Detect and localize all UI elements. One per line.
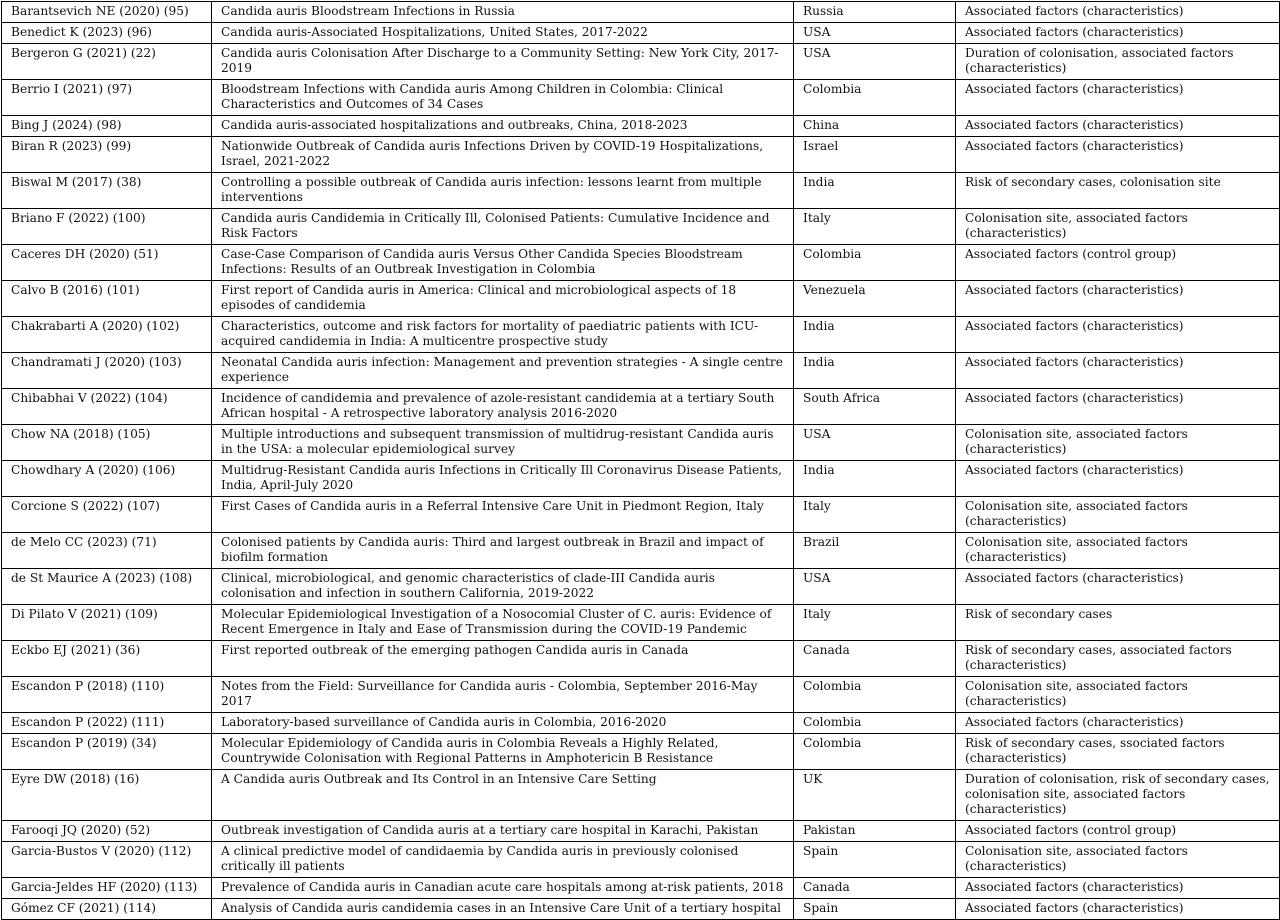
title-cell: Clinical, microbiological, and genomic characteristics of clade-III Candida auris colonisation and infection in southern California, 2019-2022 — [212, 569, 794, 605]
title-cell: Candida auris Bloodstream Infections in Russia — [212, 2, 794, 23]
study-cell: Escandon P (2022) (111) — [2, 713, 212, 734]
factors-cell: Colonisation site, associated factors (characteristics) — [956, 533, 1280, 569]
title-cell: Colonised patients by Candida auris: Third and largest outbreak in Brazil and impact of biofilm formation — [212, 533, 794, 569]
table-row — [2, 461, 1280, 497]
factors-cell: Colonisation site, associated factors (characteristics) — [956, 842, 1280, 878]
country-cell: South Africa — [794, 389, 956, 425]
table-row — [2, 677, 1280, 713]
factors-cell: Associated factors (control group) — [956, 821, 1280, 842]
table-row — [2, 425, 1280, 461]
study-cell: Eyre DW (2018) (16) — [2, 770, 212, 821]
country-cell: Spain — [794, 899, 956, 920]
factors-cell: Associated factors (characteristics) — [956, 80, 1280, 116]
table-row — [2, 605, 1280, 641]
study-cell: Chowdhary A (2020) (106) — [2, 461, 212, 497]
country-cell: India — [794, 353, 956, 389]
country-cell: UK — [794, 770, 956, 821]
table-row — [2, 569, 1280, 605]
factors-cell: Risk of secondary cases, colonisation site — [956, 173, 1280, 209]
country-cell: Russia — [794, 2, 956, 23]
study-cell: Chibabhai V (2022) (104) — [2, 389, 212, 425]
table-row — [2, 821, 1280, 842]
country-cell: Italy — [794, 605, 956, 641]
factors-cell: Associated factors (characteristics) — [956, 137, 1280, 173]
title-cell: Prevalence of Candida auris in Canadian acute care hospitals among at-risk patients, 2018 — [212, 878, 794, 899]
factors-cell: Associated factors (control group) — [956, 245, 1280, 281]
study-cell: Eckbo EJ (2021) (36) — [2, 641, 212, 677]
study-cell: Briano F (2022) (100) — [2, 209, 212, 245]
factors-cell: Associated factors (characteristics) — [956, 878, 1280, 899]
table-row — [2, 44, 1280, 80]
factors-cell: Associated factors (characteristics) — [956, 569, 1280, 605]
factors-cell: Risk of secondary cases, associated factors (characteristics) — [956, 641, 1280, 677]
title-cell: Controlling a possible outbreak of Candida auris infection: lessons learnt from multiple interventions — [212, 173, 794, 209]
country-cell: Colombia — [794, 677, 956, 713]
title-cell: Incidence of candidemia and prevalence of azole-resistant candidemia at a tertiary South African hospital - A retrospective laboratory analysis 2016-2020 — [212, 389, 794, 425]
table-row — [2, 842, 1280, 878]
title-cell: Laboratory-based surveillance of Candida auris in Colombia, 2016-2020 — [212, 713, 794, 734]
study-cell: Di Pilato V (2021) (109) — [2, 605, 212, 641]
factors-cell: Associated factors (characteristics) — [956, 461, 1280, 497]
factors-cell: Associated factors (characteristics) — [956, 317, 1280, 353]
title-cell: Nationwide Outbreak of Candida auris Infections Driven by COVID-19 Hospitalizations, Israel, 2021-2022 — [212, 137, 794, 173]
factors-cell: Associated factors (characteristics) — [956, 713, 1280, 734]
title-cell: A clinical predictive model of candidaemia by Candida auris in previously colonised critically ill patients — [212, 842, 794, 878]
table-row — [2, 353, 1280, 389]
country-cell: USA — [794, 569, 956, 605]
country-cell: Israel — [794, 137, 956, 173]
title-cell: Candida auris Colonisation After Discharge to a Community Setting: New York City, 2017-2019 — [212, 44, 794, 80]
table-row — [2, 734, 1280, 770]
title-cell: Case-Case Comparison of Candida auris Versus Other Candida Species Bloodstream Infections: Results of an Outbreak Investigation in Colombia — [212, 245, 794, 281]
title-cell: Analysis of Candida auris candidemia cases in an Intensive Care Unit of a tertiary hospital — [212, 899, 794, 920]
factors-cell: Colonisation site, associated factors (characteristics) — [956, 425, 1280, 461]
title-cell: Multidrug-Resistant Candida auris Infections in Critically Ill Coronavirus Disease Patients, India, April-July 2020 — [212, 461, 794, 497]
title-cell: First Cases of Candida auris in a Referral Intensive Care Unit in Piedmont Region, Italy — [212, 497, 794, 533]
country-cell: USA — [794, 44, 956, 80]
table-row — [2, 317, 1280, 353]
table-row — [2, 116, 1280, 137]
country-cell: Brazil — [794, 533, 956, 569]
table-row — [2, 23, 1280, 44]
factors-cell: Duration of colonisation, risk of secondary cases, colonisation site, associated factors (characteristics) — [956, 770, 1280, 821]
table-row — [2, 80, 1280, 116]
study-cell: Biran R (2023) (99) — [2, 137, 212, 173]
factors-cell: Associated factors (characteristics) — [956, 389, 1280, 425]
factors-cell: Colonisation site, associated factors (characteristics) — [956, 677, 1280, 713]
study-cell: Biswal M (2017) (38) — [2, 173, 212, 209]
title-cell: First reported outbreak of the emerging pathogen Candida auris in Canada — [212, 641, 794, 677]
country-cell: India — [794, 173, 956, 209]
study-cell: Garcia-Bustos V (2020) (112) — [2, 842, 212, 878]
study-cell: Bergeron G (2021) (22) — [2, 44, 212, 80]
title-cell: Candida auris-Associated Hospitalizations, United States, 2017-2022 — [212, 23, 794, 44]
table-row — [2, 281, 1280, 317]
study-cell: Farooqi JQ (2020) (52) — [2, 821, 212, 842]
country-cell: Canada — [794, 878, 956, 899]
title-cell: Outbreak investigation of Candida auris at a tertiary care hospital in Karachi, Pakistan — [212, 821, 794, 842]
table-row — [2, 533, 1280, 569]
table-row — [2, 173, 1280, 209]
country-cell: Italy — [794, 497, 956, 533]
study-cell: de Melo CC (2023) (71) — [2, 533, 212, 569]
title-cell: Characteristics, outcome and risk factors for mortality of paediatric patients with ICU-acquired candidemia in India: A multicentre prospective study — [212, 317, 794, 353]
title-cell: Molecular Epidemiology of Candida auris in Colombia Reveals a Highly Related, Countrywide Colonisation with Regional Patterns in Amphotericin B Resistance — [212, 734, 794, 770]
factors-cell: Associated factors (characteristics) — [956, 116, 1280, 137]
country-cell: USA — [794, 23, 956, 44]
title-cell: Candida auris-associated hospitalizations and outbreaks, China, 2018-2023 — [212, 116, 794, 137]
factors-cell: Associated factors (characteristics) — [956, 2, 1280, 23]
studies-table — [1, 1, 1280, 920]
study-cell: Garcia-Jeldes HF (2020) (113) — [2, 878, 212, 899]
study-cell: Escandon P (2018) (110) — [2, 677, 212, 713]
country-cell: Colombia — [794, 713, 956, 734]
country-cell: USA — [794, 425, 956, 461]
study-cell: Caceres DH (2020) (51) — [2, 245, 212, 281]
study-cell: Benedict K (2023) (96) — [2, 23, 212, 44]
title-cell: A Candida auris Outbreak and Its Control in an Intensive Care Setting — [212, 770, 794, 821]
title-cell: Candida auris Candidemia in Critically Ill, Colonised Patients: Cumulative Incidence and Risk Factors — [212, 209, 794, 245]
factors-cell: Risk of secondary cases, ssociated factors (characteristics) — [956, 734, 1280, 770]
study-cell: Escandon P (2019) (34) — [2, 734, 212, 770]
title-cell: Notes from the Field: Surveillance for Candida auris - Colombia, September 2016-May 2017 — [212, 677, 794, 713]
table-row — [2, 899, 1280, 920]
study-cell: Bing J (2024) (98) — [2, 116, 212, 137]
study-cell: Chandramati J (2020) (103) — [2, 353, 212, 389]
study-cell: Berrio I (2021) (97) — [2, 80, 212, 116]
factors-cell: Duration of colonisation, associated factors (characteristics) — [956, 44, 1280, 80]
title-cell: Neonatal Candida auris infection: Management and prevention strategies - A single centre experience — [212, 353, 794, 389]
table-row — [2, 713, 1280, 734]
study-cell: Gómez CF (2021) (114) — [2, 899, 212, 920]
factors-cell: Colonisation site, associated factors (characteristics) — [956, 209, 1280, 245]
factors-cell: Associated factors (characteristics) — [956, 23, 1280, 44]
study-cell: Chakrabarti A (2020) (102) — [2, 317, 212, 353]
country-cell: Colombia — [794, 734, 956, 770]
study-cell: Barantsevich NE (2020) (95) — [2, 2, 212, 23]
table-row — [2, 2, 1280, 23]
factors-cell: Risk of secondary cases — [956, 605, 1280, 641]
factors-cell: Colonisation site, associated factors (characteristics) — [956, 497, 1280, 533]
country-cell: Colombia — [794, 80, 956, 116]
country-cell: India — [794, 461, 956, 497]
title-cell: Bloodstream Infections with Candida auris Among Children in Colombia: Clinical Characteristics and Outcomes of 34 Cases — [212, 80, 794, 116]
table-row — [2, 641, 1280, 677]
table-row — [2, 878, 1280, 899]
factors-cell: Associated factors (characteristics) — [956, 899, 1280, 920]
country-cell: India — [794, 317, 956, 353]
table-row — [2, 770, 1280, 821]
country-cell: Italy — [794, 209, 956, 245]
table-row — [2, 389, 1280, 425]
study-cell: Corcione S (2022) (107) — [2, 497, 212, 533]
title-cell: Multiple introductions and subsequent transmission of multidrug-resistant Candida auris in the USA: a molecular epidemiological survey — [212, 425, 794, 461]
study-cell: Chow NA (2018) (105) — [2, 425, 212, 461]
table-row — [2, 209, 1280, 245]
country-cell: Venezuela — [794, 281, 956, 317]
study-cell: de St Maurice A (2023) (108) — [2, 569, 212, 605]
factors-cell: Associated factors (characteristics) — [956, 281, 1280, 317]
title-cell: First report of Candida auris in America: Clinical and microbiological aspects of 18 episodes of candidemia — [212, 281, 794, 317]
table-row — [2, 497, 1280, 533]
studies-table-body — [2, 2, 1280, 920]
country-cell: Canada — [794, 641, 956, 677]
study-cell: Calvo B (2016) (101) — [2, 281, 212, 317]
table-row — [2, 245, 1280, 281]
country-cell: Pakistan — [794, 821, 956, 842]
country-cell: China — [794, 116, 956, 137]
table-row — [2, 137, 1280, 173]
country-cell: Spain — [794, 842, 956, 878]
country-cell: Colombia — [794, 245, 956, 281]
factors-cell: Associated factors (characteristics) — [956, 353, 1280, 389]
title-cell: Molecular Epidemiological Investigation of a Nosocomial Cluster of C. auris: Evidence of Recent Emergence in Italy and Ease of Transmission during the COVID-19 Pandemic — [212, 605, 794, 641]
